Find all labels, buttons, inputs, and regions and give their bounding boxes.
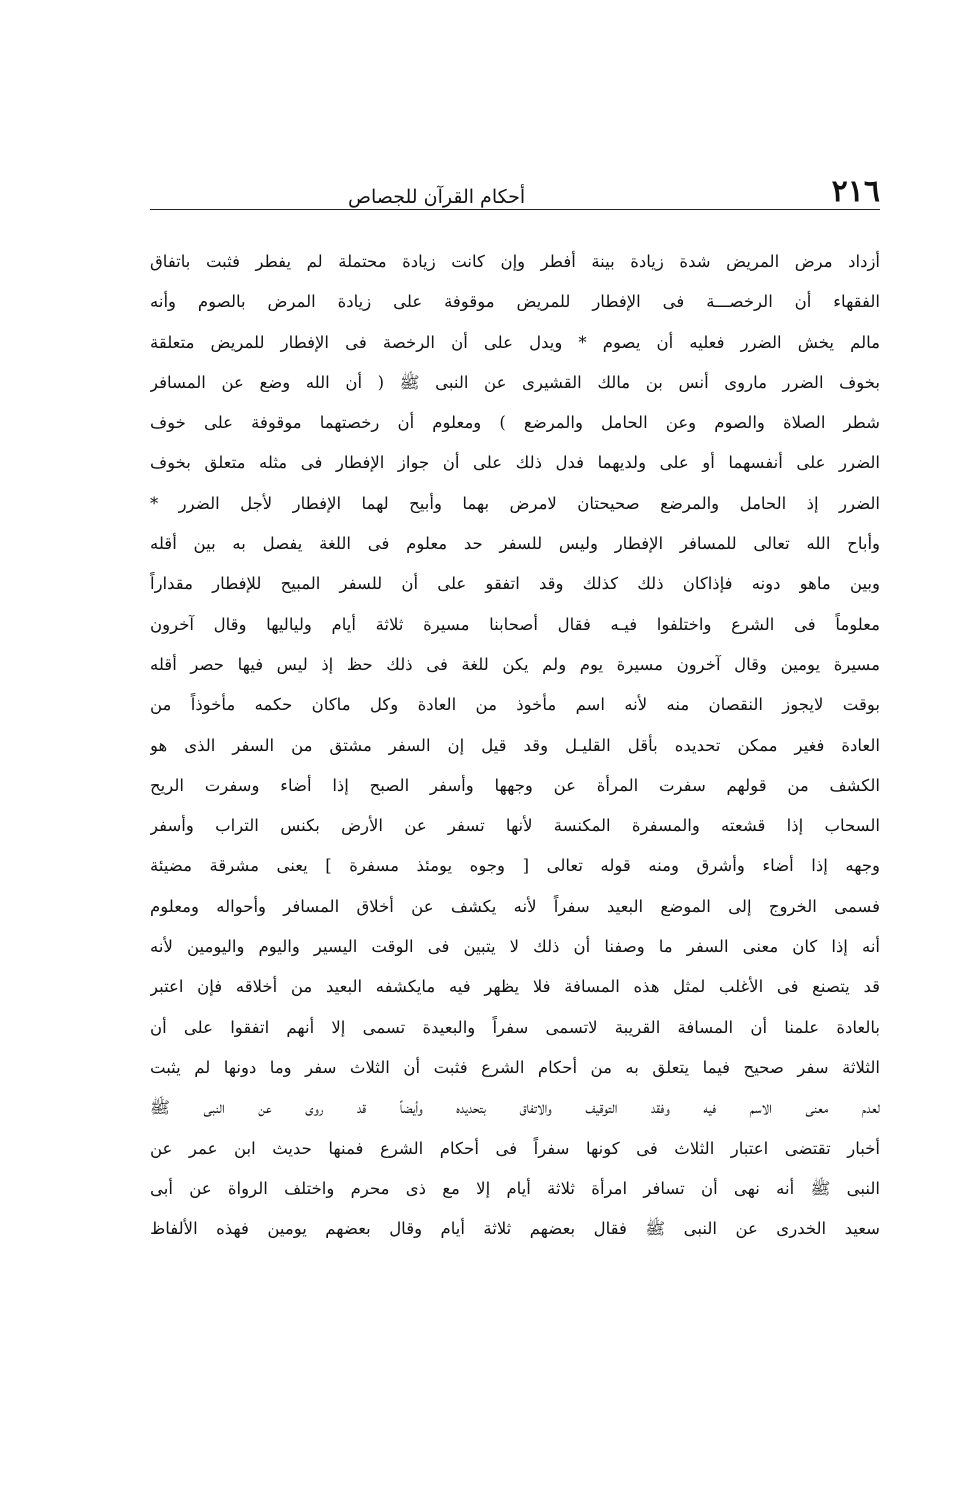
text-line: مالم يخش الضرر فعليه أن يصوم ‪*‬ ويدل على أن الرخصة فى الإفطار للمريض متعلقة [150, 332, 880, 352]
page-number: ٢١٦ [831, 174, 880, 209]
text-line: السحاب إذا قشعته والمسفرة المكنسة لأنها تسفر عن الأرض بكنس التراب وأسفر [150, 816, 880, 836]
text-line: مسيرة يومين وقال آخرون مسيرة يوم ولم يكن للغة فى ذلك حظ إذ ليس فيها حصر أقله [150, 654, 880, 674]
text-line: سعيد الخدرى عن النبى ﷺ فقال بعضهم ثلاثة أيام وقال بعضهم يومين فهذه الألفاظ [150, 1219, 880, 1239]
text-line: الثلاثة سفر صحيح فيما يتعلق به من أحكام الشرع فثبت أن الثلاث سفر وما دونها لم يثبت [150, 1057, 880, 1077]
text-line: أنه إذا كان معنى السفر ما وصفنا أن ذلك لا يتبين فى الوقت اليسير واليوم واليومين لأنه [150, 937, 880, 957]
text-line: الفقهاء أن الرخصـــة فى الإفطار للمريض موقوفة على زيادة المرض بالصوم وأنه [150, 292, 880, 312]
text-line: الضرر على أنفسهما أو على ولديهما فدل ذلك على أن جواز الإفطار فى مثله متعلق بخوف [150, 453, 880, 473]
text-line: بخوف الضرر ماروى أنس بن مالك القشيرى عن النبى ﷺ ( أن الله وضع عن المسافر [150, 372, 880, 392]
text-line: بوقت لايجوز النقصان منه لأنه اسم مأخوذ من العادة وكل ماكان حكمه مأخوذاً من [150, 695, 880, 715]
header-rule [150, 209, 880, 210]
text-line: العادة فغير ممكن تحديده بأقل القليـل وقد قيل إن السفر مشتق من السفر الذى هو [150, 735, 880, 755]
text-line: وأباح الله تعالى للمسافر الإفطار وليس للسفر حد معلوم فى اللغة يفصل به بين أقله [150, 534, 880, 554]
text-line: قد يتصنع فى الأغلب لمثل هذه المسافة فلا يظهر فيه مايكشفه البعيد من أخلاقه فإن اعتبر [150, 977, 880, 997]
page-header [150, 163, 880, 207]
text-line: أخبار تقتضى اعتبار الثلاث فى كونها سفراً فى أحكام الشرع فمنها حديث ابن عمر عن [150, 1138, 880, 1158]
text-line: الضرر إذ الحامل والمرضع صحيحتان لامرض بهما وأبيح لهما الإفطار لأجل الضرر ‪*‬ [150, 493, 880, 513]
body-text [150, 242, 880, 1249]
text-line: أزداد مرض المريض شدة زيادة بينة أفطر وإن كانت زيادة محتملة لم يفطر فثبت باتفاق [150, 252, 880, 271]
text-line: وبين ماهو دونه فإذاكان ذلك كذلك وقد اتفقو على أن للسفر المبيح للإفطار مقداراً [150, 574, 880, 594]
text-line: وجهه إذا أضاء وأشرق ومنه قوله تعالى [ وجوه يومئذ مسفرة ] يعنى مشرقة مضيئة [150, 856, 880, 876]
text-line: النبى ﷺ أنه نهى أن تسافر امرأة ثلاثة أيام إلا مع ذى محرم واختلف الرواة عن أبى [150, 1178, 880, 1198]
text-line: الكشف من قولهم سفرت المرأة عن وجهها وأسفر الصبح إذا أضاء وسفرت الريح [150, 775, 880, 795]
text-line: فسمى الخروج إلى الموضع البعيد سفراً لأنه يكشف عن أخلاق المسافر وأحواله ومعلوم [150, 896, 880, 916]
text-line: بالعادة علمنا أن المسافة القريبة لاتسمى سفراً والبعيدة تسمى إلا أنهم اتفقوا على أن [150, 1017, 880, 1037]
running-title: أحكام القرآن للجصاص [348, 186, 526, 208]
text-line: شطر الصلاة والصوم وعن الحامل والمرضع ) ومعلوم أن رخصتهما موقوفة على خوف [150, 413, 880, 433]
text-line: لعدم معنى الاسم فيه وفقد التوقيف والاتفاق بتحديده وأيضاً قد روى عن النبى ﷺ [150, 1098, 880, 1118]
text-line: معلوماً فى الشرع واختلفوا فيـه فقال أصحابنا مسيرة ثلاثة أيام ولياليها وقال آخرون [150, 614, 880, 634]
